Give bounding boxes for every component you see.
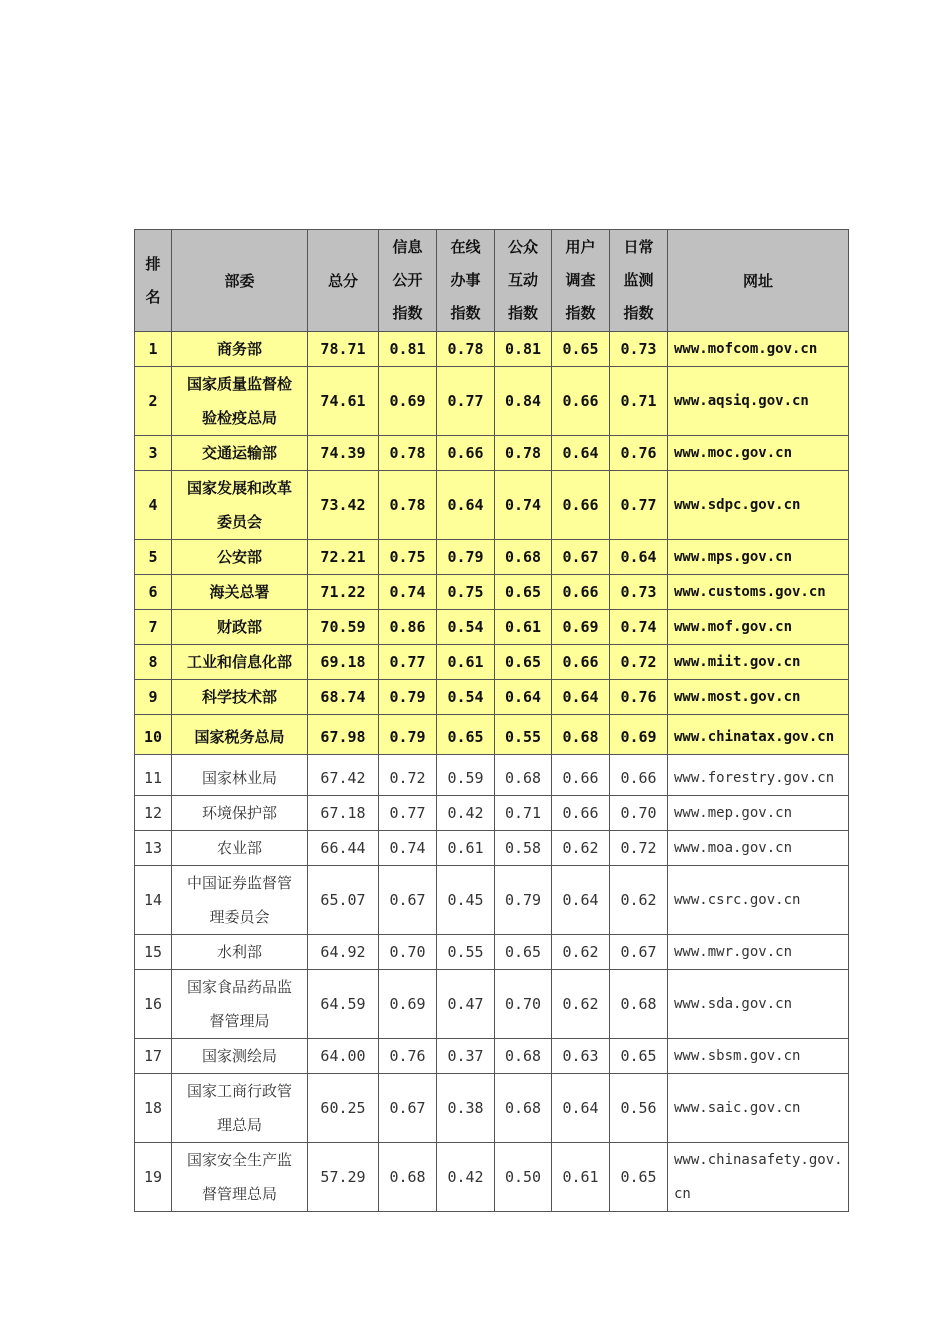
rank-cell: 2 <box>135 367 172 436</box>
department-line: 海关总署 <box>209 583 270 601</box>
total-score-cell: 64.00 <box>308 1039 379 1074</box>
online-index-cell: 0.37 <box>437 1039 495 1074</box>
rank-cell: 16 <box>135 970 172 1039</box>
url-cell: www.customs.gov.cn <box>668 575 849 610</box>
table-row <box>135 796 849 831</box>
total-score-cell: 70.59 <box>308 610 379 645</box>
total-score-cell: 78.71 <box>308 332 379 367</box>
total-score-cell: 67.18 <box>308 796 379 831</box>
public-index-cell: 0.55 <box>495 715 552 755</box>
url-cell: www.mwr.gov.cn <box>668 935 849 970</box>
public-index-cell: 0.65 <box>495 935 552 970</box>
table-header <box>135 230 849 332</box>
online-index-cell: 0.59 <box>437 755 495 796</box>
survey-index-cell: 0.66 <box>552 575 610 610</box>
monitor-index-cell: 0.65 <box>610 1143 668 1212</box>
url-cell: www.csrc.gov.cn <box>668 866 849 935</box>
survey-index-cell: 0.65 <box>552 332 610 367</box>
header-label-line: 名 <box>145 287 161 306</box>
url-cell: www.forestry.gov.cn <box>668 755 849 796</box>
header-label-line: 指数 <box>623 304 654 322</box>
header-label-line: 信息 <box>392 238 423 256</box>
header-info-index <box>379 230 437 332</box>
department-cell <box>172 645 308 680</box>
public-index-cell: 0.70 <box>495 970 552 1039</box>
header-total <box>308 230 379 332</box>
url-cell: www.sdpc.gov.cn <box>668 471 849 540</box>
url-cell: www.saic.gov.cn <box>668 1074 849 1143</box>
online-index-cell: 0.64 <box>437 471 495 540</box>
department-cell <box>172 436 308 471</box>
header-rank <box>135 230 172 332</box>
department-cell <box>172 332 308 367</box>
department-cell <box>172 680 308 715</box>
online-index-cell: 0.38 <box>437 1074 495 1143</box>
monitor-index-cell: 0.69 <box>610 715 668 755</box>
monitor-index-cell: 0.56 <box>610 1074 668 1143</box>
rank-cell: 3 <box>135 436 172 471</box>
url-cell: www.chinasafety.gov.cn <box>668 1143 849 1212</box>
department-line: 国家质量监督检 <box>186 375 292 393</box>
table-row <box>135 935 849 970</box>
department-line: 农业部 <box>216 839 262 857</box>
online-index-cell: 0.61 <box>437 831 495 866</box>
url-cell: www.moc.gov.cn <box>668 436 849 471</box>
url-cell: www.miit.gov.cn <box>668 645 849 680</box>
department-cell <box>172 471 308 540</box>
total-score-cell: 60.25 <box>308 1074 379 1143</box>
online-index-cell: 0.66 <box>437 436 495 471</box>
monitor-index-cell: 0.67 <box>610 935 668 970</box>
header-survey-index <box>552 230 610 332</box>
url-cell: www.moa.gov.cn <box>668 831 849 866</box>
public-index-cell: 0.68 <box>495 755 552 796</box>
online-index-cell: 0.42 <box>437 796 495 831</box>
url-cell: www.chinatax.gov.cn <box>668 715 849 755</box>
header-label-line: 互动 <box>507 271 538 289</box>
rank-cell: 7 <box>135 610 172 645</box>
department-line: 国家测绘局 <box>201 1047 277 1065</box>
rank-cell: 5 <box>135 540 172 575</box>
department-cell <box>172 540 308 575</box>
department-line: 科学技术部 <box>201 688 277 706</box>
survey-index-cell: 0.69 <box>552 610 610 645</box>
monitor-index-cell: 0.64 <box>610 540 668 575</box>
table-body <box>135 332 849 1212</box>
header-label-line: 指数 <box>450 304 481 322</box>
rank-cell: 18 <box>135 1074 172 1143</box>
url-cell: www.sbsm.gov.cn <box>668 1039 849 1074</box>
rank-cell: 9 <box>135 680 172 715</box>
online-index-cell: 0.47 <box>437 970 495 1039</box>
public-index-cell: 0.68 <box>495 1039 552 1074</box>
survey-index-cell: 0.66 <box>552 645 610 680</box>
header-label-line: 办事 <box>450 271 481 289</box>
monitor-index-cell: 0.77 <box>610 471 668 540</box>
public-index-cell: 0.79 <box>495 866 552 935</box>
info-index-cell: 0.72 <box>379 755 437 796</box>
survey-index-cell: 0.62 <box>552 970 610 1039</box>
info-index-cell: 0.70 <box>379 935 437 970</box>
monitor-index-cell: 0.72 <box>610 645 668 680</box>
header-label-line: 监测 <box>623 271 654 289</box>
table-row <box>135 645 849 680</box>
url-cell: www.mof.gov.cn <box>668 610 849 645</box>
survey-index-cell: 0.66 <box>552 755 610 796</box>
department-line: 督管理局 <box>209 1012 270 1030</box>
header-label-line: 总分 <box>327 271 358 290</box>
table-row <box>135 1074 849 1143</box>
header-label-line: 用户 <box>565 238 596 256</box>
monitor-index-cell: 0.72 <box>610 831 668 866</box>
rank-cell: 19 <box>135 1143 172 1212</box>
info-index-cell: 0.68 <box>379 1143 437 1212</box>
table-row <box>135 1143 849 1212</box>
info-index-cell: 0.69 <box>379 970 437 1039</box>
public-index-cell: 0.71 <box>495 796 552 831</box>
online-index-cell: 0.54 <box>437 610 495 645</box>
total-score-cell: 66.44 <box>308 831 379 866</box>
header-department <box>172 230 308 332</box>
survey-index-cell: 0.66 <box>552 471 610 540</box>
header-public-index <box>495 230 552 332</box>
info-index-cell: 0.79 <box>379 715 437 755</box>
url-cell: www.most.gov.cn <box>668 680 849 715</box>
header-label-line: 调查 <box>565 271 596 289</box>
survey-index-cell: 0.67 <box>552 540 610 575</box>
total-score-cell: 72.21 <box>308 540 379 575</box>
survey-index-cell: 0.64 <box>552 436 610 471</box>
info-index-cell: 0.67 <box>379 866 437 935</box>
table-row <box>135 540 849 575</box>
department-line: 国家税务总局 <box>194 728 285 746</box>
info-index-cell: 0.77 <box>379 645 437 680</box>
department-line: 国家工商行政管 <box>186 1082 292 1100</box>
department-cell <box>172 796 308 831</box>
department-line: 商务部 <box>216 340 262 358</box>
department-cell <box>172 1143 308 1212</box>
rank-cell: 10 <box>135 715 172 755</box>
url-cell: www.sda.gov.cn <box>668 970 849 1039</box>
table-row <box>135 332 849 367</box>
info-index-cell: 0.78 <box>379 471 437 540</box>
url-cell: www.aqsiq.gov.cn <box>668 367 849 436</box>
ranking-table <box>134 229 849 1212</box>
department-line: 工业和信息化部 <box>186 653 292 671</box>
survey-index-cell: 0.62 <box>552 935 610 970</box>
department-line: 理总局 <box>216 1116 262 1134</box>
total-score-cell: 64.59 <box>308 970 379 1039</box>
department-cell <box>172 367 308 436</box>
table-row <box>135 367 849 436</box>
public-index-cell: 0.78 <box>495 436 552 471</box>
survey-index-cell: 0.68 <box>552 715 610 755</box>
header-row <box>135 230 849 332</box>
public-index-cell: 0.65 <box>495 645 552 680</box>
table-row <box>135 866 849 935</box>
department-line: 委员会 <box>216 513 262 531</box>
header-label-line: 部委 <box>224 271 255 290</box>
rank-cell: 6 <box>135 575 172 610</box>
rank-cell: 8 <box>135 645 172 680</box>
online-index-cell: 0.55 <box>437 935 495 970</box>
monitor-index-cell: 0.66 <box>610 755 668 796</box>
public-index-cell: 0.65 <box>495 575 552 610</box>
monitor-index-cell: 0.76 <box>610 680 668 715</box>
header-label-line: 公众 <box>507 238 538 256</box>
info-index-cell: 0.86 <box>379 610 437 645</box>
online-index-cell: 0.75 <box>437 575 495 610</box>
public-index-cell: 0.81 <box>495 332 552 367</box>
online-index-cell: 0.77 <box>437 367 495 436</box>
total-score-cell: 67.42 <box>308 755 379 796</box>
department-line: 水利部 <box>216 943 262 961</box>
survey-index-cell: 0.64 <box>552 680 610 715</box>
header-label-line: 指数 <box>507 304 538 322</box>
public-index-cell: 0.58 <box>495 831 552 866</box>
header-label-line: 在线 <box>450 238 481 256</box>
info-index-cell: 0.77 <box>379 796 437 831</box>
public-index-cell: 0.74 <box>495 471 552 540</box>
table-row <box>135 715 849 755</box>
monitor-index-cell: 0.76 <box>610 436 668 471</box>
department-line: 督管理总局 <box>201 1185 277 1203</box>
rank-cell: 11 <box>135 755 172 796</box>
public-index-cell: 0.68 <box>495 540 552 575</box>
department-line: 验检疫总局 <box>201 409 277 427</box>
header-label-line: 日常 <box>623 238 654 256</box>
table-row <box>135 755 849 796</box>
total-score-cell: 57.29 <box>308 1143 379 1212</box>
survey-index-cell: 0.63 <box>552 1039 610 1074</box>
rank-cell: 15 <box>135 935 172 970</box>
header-label-line: 公开 <box>392 271 423 289</box>
survey-index-cell: 0.61 <box>552 1143 610 1212</box>
header-url <box>668 230 849 332</box>
department-line: 财政部 <box>216 618 262 636</box>
header-label-line: 指数 <box>392 304 423 322</box>
rank-cell: 4 <box>135 471 172 540</box>
public-index-cell: 0.61 <box>495 610 552 645</box>
total-score-cell: 68.74 <box>308 680 379 715</box>
department-cell <box>172 610 308 645</box>
department-line: 交通运输部 <box>201 444 277 462</box>
department-line: 国家安全生产监 <box>186 1151 292 1169</box>
department-cell <box>172 1039 308 1074</box>
monitor-index-cell: 0.73 <box>610 575 668 610</box>
department-cell <box>172 715 308 755</box>
department-line: 国家食品药品监 <box>186 978 292 996</box>
department-line: 中国证券监督管 <box>186 874 292 892</box>
rank-cell: 14 <box>135 866 172 935</box>
rank-cell: 17 <box>135 1039 172 1074</box>
rank-cell: 1 <box>135 332 172 367</box>
online-index-cell: 0.42 <box>437 1143 495 1212</box>
rank-cell: 13 <box>135 831 172 866</box>
online-index-cell: 0.61 <box>437 645 495 680</box>
monitor-index-cell: 0.62 <box>610 866 668 935</box>
monitor-index-cell: 0.70 <box>610 796 668 831</box>
table-row <box>135 831 849 866</box>
info-index-cell: 0.74 <box>379 575 437 610</box>
table-row <box>135 436 849 471</box>
url-cell: www.mep.gov.cn <box>668 796 849 831</box>
info-index-cell: 0.74 <box>379 831 437 866</box>
header-label-line: 网址 <box>742 271 773 290</box>
online-index-cell: 0.65 <box>437 715 495 755</box>
department-cell <box>172 935 308 970</box>
total-score-cell: 65.07 <box>308 866 379 935</box>
survey-index-cell: 0.64 <box>552 866 610 935</box>
online-index-cell: 0.45 <box>437 866 495 935</box>
header-monitor-index <box>610 230 668 332</box>
survey-index-cell: 0.64 <box>552 1074 610 1143</box>
department-line: 理委员会 <box>209 908 270 926</box>
info-index-cell: 0.79 <box>379 680 437 715</box>
info-index-cell: 0.67 <box>379 1074 437 1143</box>
monitor-index-cell: 0.71 <box>610 367 668 436</box>
total-score-cell: 69.18 <box>308 645 379 680</box>
monitor-index-cell: 0.74 <box>610 610 668 645</box>
header-online-index <box>437 230 495 332</box>
table-row <box>135 610 849 645</box>
header-label-line: 排 <box>145 254 161 273</box>
total-score-cell: 67.98 <box>308 715 379 755</box>
table-row <box>135 680 849 715</box>
table-row <box>135 1039 849 1074</box>
department-cell <box>172 755 308 796</box>
monitor-index-cell: 0.65 <box>610 1039 668 1074</box>
info-index-cell: 0.76 <box>379 1039 437 1074</box>
info-index-cell: 0.78 <box>379 436 437 471</box>
table-row <box>135 970 849 1039</box>
monitor-index-cell: 0.73 <box>610 332 668 367</box>
department-cell <box>172 970 308 1039</box>
survey-index-cell: 0.62 <box>552 831 610 866</box>
total-score-cell: 64.92 <box>308 935 379 970</box>
url-cell: www.mofcom.gov.cn <box>668 332 849 367</box>
public-index-cell: 0.84 <box>495 367 552 436</box>
rank-cell: 12 <box>135 796 172 831</box>
department-cell <box>172 1074 308 1143</box>
department-line: 国家林业局 <box>201 769 277 787</box>
department-line: 环境保护部 <box>201 804 277 822</box>
department-line: 国家发展和改革 <box>186 479 292 497</box>
department-cell <box>172 575 308 610</box>
survey-index-cell: 0.66 <box>552 796 610 831</box>
info-index-cell: 0.75 <box>379 540 437 575</box>
total-score-cell: 74.39 <box>308 436 379 471</box>
total-score-cell: 73.42 <box>308 471 379 540</box>
public-index-cell: 0.50 <box>495 1143 552 1212</box>
total-score-cell: 71.22 <box>308 575 379 610</box>
department-cell <box>172 866 308 935</box>
online-index-cell: 0.54 <box>437 680 495 715</box>
header-label-line: 指数 <box>565 304 596 322</box>
table-row <box>135 471 849 540</box>
monitor-index-cell: 0.68 <box>610 970 668 1039</box>
url-cell: www.mps.gov.cn <box>668 540 849 575</box>
public-index-cell: 0.68 <box>495 1074 552 1143</box>
online-index-cell: 0.79 <box>437 540 495 575</box>
info-index-cell: 0.69 <box>379 367 437 436</box>
survey-index-cell: 0.66 <box>552 367 610 436</box>
department-line: 公安部 <box>216 548 262 566</box>
info-index-cell: 0.81 <box>379 332 437 367</box>
total-score-cell: 74.61 <box>308 367 379 436</box>
table-row <box>135 575 849 610</box>
department-cell <box>172 831 308 866</box>
public-index-cell: 0.64 <box>495 680 552 715</box>
online-index-cell: 0.78 <box>437 332 495 367</box>
